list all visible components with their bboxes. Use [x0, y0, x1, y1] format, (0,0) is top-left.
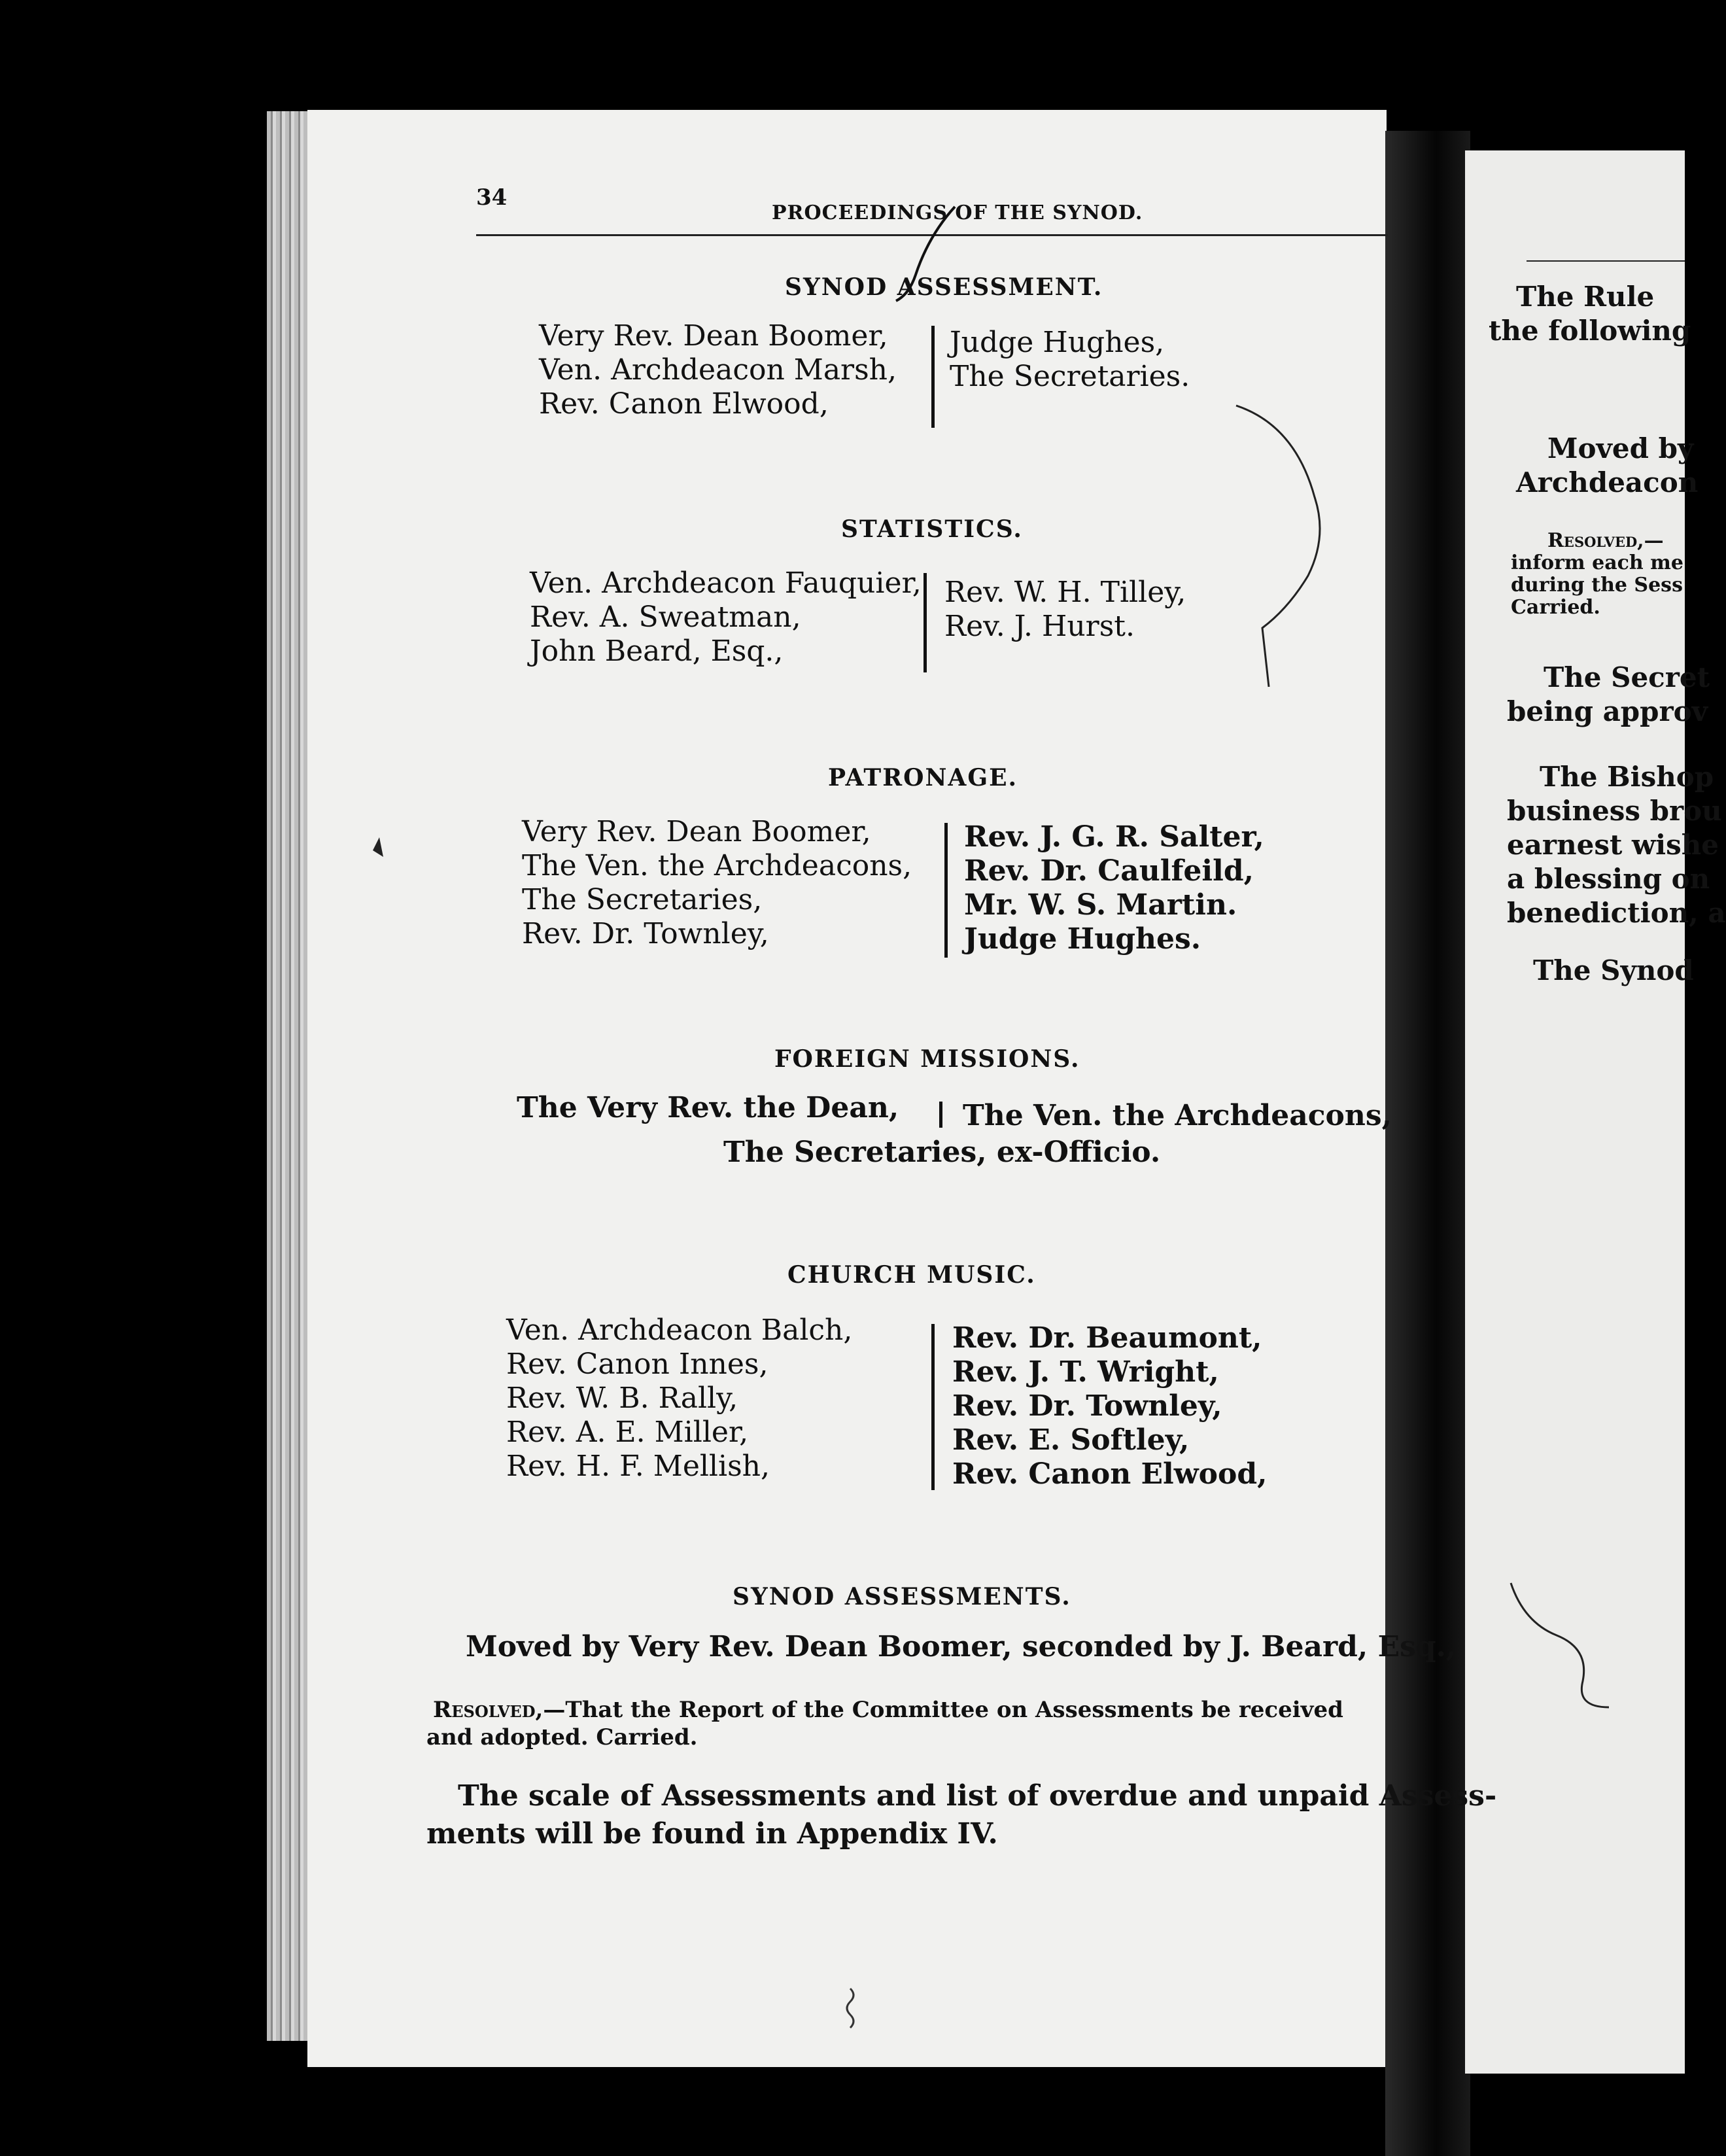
member-name: Ven. Archdeacon Balch,: [506, 1313, 853, 1347]
member-name: John Beard, Esq.,: [530, 635, 784, 668]
member-name: Rev. J. Hurst.: [944, 610, 1135, 643]
resolved-label: Resolved,: [433, 1697, 544, 1723]
right-page-line: Resolved,—: [1547, 529, 1664, 552]
member-name: Rev. H. F. Mellish,: [506, 1450, 770, 1483]
member-name: Very Rev. Dean Boomer,: [522, 815, 871, 848]
member-name: Ven. Archdeacon Fauquier,: [530, 566, 922, 600]
page-number: 34: [476, 184, 508, 211]
right-page-line: The Synod: [1533, 954, 1694, 986]
section-title-church-music: CHURCH MUSIC.: [787, 1261, 1036, 1289]
member-name: Rev. A. E. Miller,: [506, 1416, 749, 1449]
section-title-patronage: PATRONAGE.: [828, 764, 1018, 791]
member-name: Rev. Canon Elwood,: [952, 1457, 1268, 1491]
member-name: Rev. Dr. Townley,: [952, 1389, 1222, 1423]
member-name: Rev. W. H. Tilley,: [944, 576, 1186, 609]
resolution-line-2: and adopted. Carried.: [426, 1724, 698, 1750]
member-name: Rev. Dr. Caulfeild,: [964, 854, 1254, 888]
motion-text: Moved by Very Rev. Dean Boomer, seconded by J. Beard, Esq.,: [466, 1630, 1457, 1663]
member-name: Rev. J. G. R. Salter,: [964, 820, 1264, 854]
right-page-line: during the Sess: [1511, 574, 1683, 597]
right-page-line: earnest wishe: [1507, 829, 1719, 861]
right-page-line: business brou: [1507, 795, 1722, 827]
running-head: PROCEEDINGS OF THE SYNOD.: [772, 201, 1143, 224]
right-page-line: a blessing on: [1507, 863, 1710, 895]
right-page-line: benediction, a: [1507, 897, 1726, 929]
member-name: The Secretaries.: [950, 360, 1190, 393]
member-name: Very Rev. Dean Boomer,: [539, 319, 888, 353]
foreign-missions-left-name: The Very Rev. the Dean,: [517, 1091, 899, 1124]
right-page-line: inform each me: [1511, 551, 1683, 574]
section-title-synod-assessments: SYNOD ASSESSMENTS.: [733, 1583, 1071, 1610]
section-title-synod-assessment: SYNOD ASSESSMENT.: [785, 273, 1103, 301]
section-title-statistics: STATISTICS.: [841, 515, 1023, 543]
right-page-line: Moved by: [1547, 432, 1694, 464]
member-name: Rev. Dr. Townley,: [522, 917, 769, 950]
foreign-missions-center-line: The Secretaries, ex-Officio.: [723, 1136, 1161, 1169]
scale-note-line-1: The scale of Assessments and list of overdue and unpaid Assess-: [458, 1779, 1497, 1813]
member-name: The Ven. the Archdeacons,: [522, 849, 912, 882]
member-name: Rev. Canon Innes,: [506, 1348, 768, 1381]
resolution-text: —That the Report of the Committee on Assessments be received: [543, 1697, 1343, 1723]
right-page-line: the following: [1489, 315, 1691, 347]
scale-note-line-2: ments will be found in Appendix IV.: [426, 1817, 998, 1851]
right-page-line: The Secret: [1544, 661, 1710, 693]
member-name: Rev. Dr. Beaumont,: [952, 1321, 1262, 1355]
right-page-line: The Bishop: [1540, 761, 1714, 793]
member-name: Mr. W. S. Martin.: [964, 888, 1237, 922]
right-page-line: Carried.: [1511, 596, 1600, 619]
member-name: Judge Hughes,: [950, 326, 1165, 359]
right-page-line: The Rule: [1516, 281, 1655, 313]
member-name: Ven. Archdeacon Marsh,: [539, 353, 897, 387]
right-page-line: being approv: [1507, 695, 1708, 727]
member-name: Rev. A. Sweatman,: [530, 600, 801, 634]
member-name: The Secretaries,: [522, 883, 763, 916]
member-name: Judge Hughes.: [964, 922, 1201, 956]
member-name: Rev. E. Softley,: [952, 1423, 1190, 1457]
section-title-foreign-missions: FOREIGN MISSIONS.: [774, 1045, 1080, 1073]
foreign-missions-right-name: The Ven. the Archdeacons,: [963, 1099, 1392, 1132]
right-page-line: Archdeacon: [1516, 466, 1699, 498]
member-name: Rev. Canon Elwood,: [539, 387, 829, 421]
member-name: Rev. W. B. Rally,: [506, 1382, 738, 1415]
member-name: Rev. J. T. Wright,: [952, 1355, 1219, 1389]
